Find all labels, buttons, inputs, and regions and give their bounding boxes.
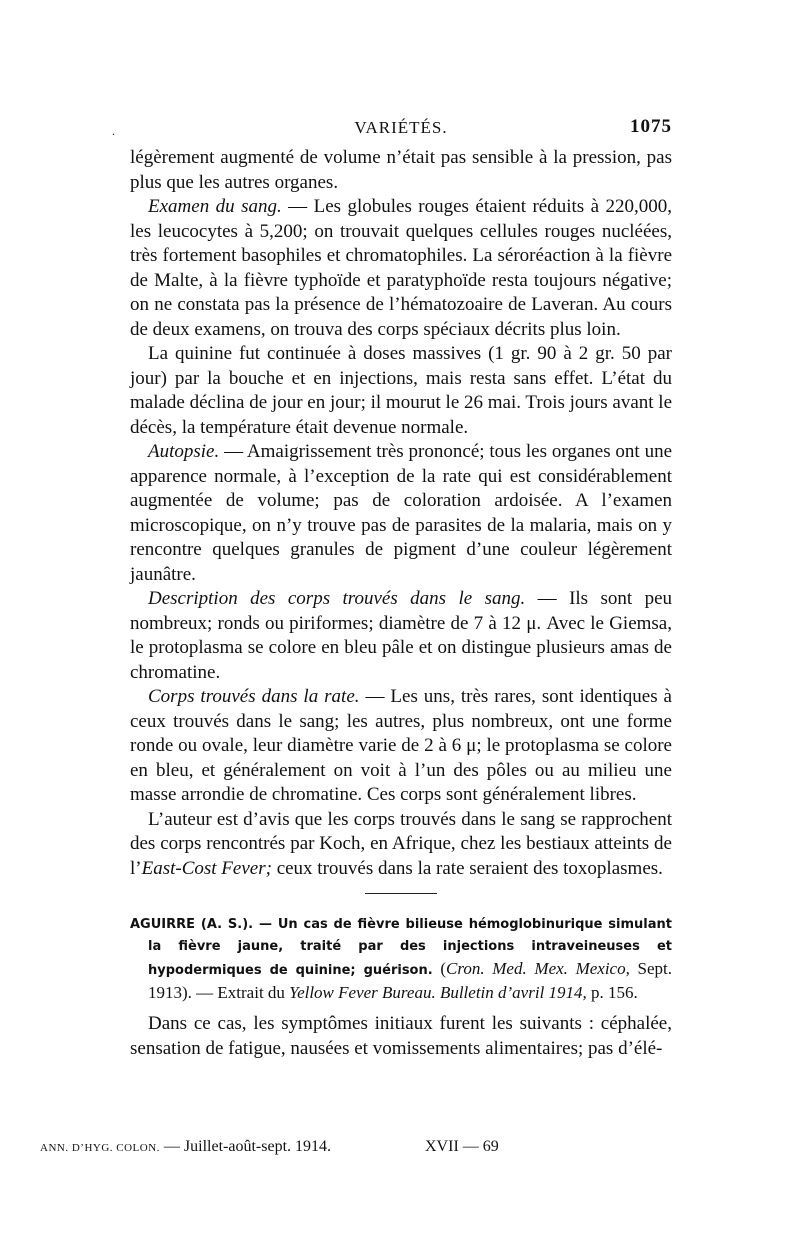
paragraph-6 [130,685,672,808]
paragraph-5 [130,587,672,685]
paragraph-1: légèrement augmenté de volume n’était pas sensible à la pression, pas plus que les autres organes. [130,147,672,193]
footer-journal: ANN. D’HYG. COLON. [40,1142,160,1154]
paragraph-2 [130,195,672,342]
paragraph-2-text: — Les globules rouges étaient réduits à 220,000, les leucocytes à 5,200; on trouvait quelques cellules rouges nucléées, très fortement basophiles et chromatophiles. La séroréaction à la fièvre de Malte, à la fièvre typhoïde et paratyphoïde resta toujours négative; on ne constata pas la présence de l’hématozoaire de Laveran. Au cours de deux examens, on trouva des corps spéciaux décrits plus loin. [130,196,672,340]
paragraph-8: Dans ce cas, les symptômes initiaux furent les suivants : céphalée, sensation de fatigue, nausées et vomissements alimentaires; pas d’élé- [130,1013,672,1059]
page-footer [40,1138,560,1156]
reference-journal: Cron. Med. Mex. Mexico, [446,959,630,978]
bibliographic-reference [130,914,672,1006]
paragraph-4-heading: Autopsie. [148,441,220,462]
paragraph-6-text: — Les uns, très rares, sont identiques à ceux trouvés dans le sang; les autres, plus nombreux, ont une forme ronde ou ovale, leur diamètre varie de 2 à 6 μ; le protoplasma se colore en bleu, et généralement on voit à l’un des pôles ou au milieu une masse arrondie de chromatine. Ces corps sont généralement libres. [130,686,672,805]
paragraph-4 [130,440,672,587]
paragraph-7-text-b: ceux trouvés dans la rate seraient des toxoplasmes. [271,857,663,879]
paragraph-5-heading: Description des corps trouvés dans le sang. [148,588,526,609]
reference-source-b: Sept. 1913). — Extrait du [148,959,672,1002]
paragraph-7-italic: East-Cost Fever; [141,857,272,879]
paragraph-4-text: — Amaigrissement très prononcé; tous les organes ont une apparence normale, à l’exception de la rate qui est considérablement augmentée de volume; pas de coloration ardoisée. A l’examen microscopique, on n’y trouve pas de parasites de la malaria, mais on y rencontre quelques granules de pigment d’une couleur légèrement jaunâtre. [130,441,672,585]
paragraph-7-text-a: L’auteur est d’avis que les corps trouvés dans le sang se rapprochent des corps rencontrés par Koch, en Afrique, chez les bestiaux atteints de l’ [130,808,672,879]
page [112,112,672,1061]
section-title: VARIÉTÉS. [354,118,448,137]
reference-source-c: p. 156. [586,983,638,1002]
paragraph-7 [130,808,672,882]
paragraph-6-heading: Corps trouvés dans la rate. [148,686,360,707]
header-dot: . [112,124,116,138]
paragraph-5-text: — Ils sont peu nombreux; ronds ou piriformes; diamètre de 7 à 12 μ. Avec le Giemsa, le protoplasma se colore en bleu pâle et on distingue plusieurs amas de chromatine. [130,588,672,683]
paragraph-2-heading: Examen du sang. [148,196,282,217]
reference-author: AGUIRRE (A. S.). [130,917,254,932]
footer-volume: XVII — 69 [425,1138,499,1155]
running-header [112,112,672,146]
footer-date: — Juillet-août-sept. 1914. [159,1138,332,1155]
page-number: 1075 [630,116,672,137]
paragraph-3: La quinine fut continuée à doses massives (1 gr. 90 à 2 gr. 50 par jour) par la bouche et en injections, mais resta sans effet. L’état du malade déclina de jour en jour; il mourut le 26 mai. Trois jours avant le décès, la température était devenue normale. [130,343,672,438]
section-divider [365,893,437,894]
reference-bulletin: Yellow Fever Bureau. Bulletin d’avril 1914, [289,983,587,1002]
reference-title: — Un cas de fièvre bilieuse hémoglobinurique simulant la fièvre jaune, traité par des injections intraveineuses et hypodermiques de quinine; guérison. [148,917,672,978]
reference-source-a: ( [432,959,447,978]
